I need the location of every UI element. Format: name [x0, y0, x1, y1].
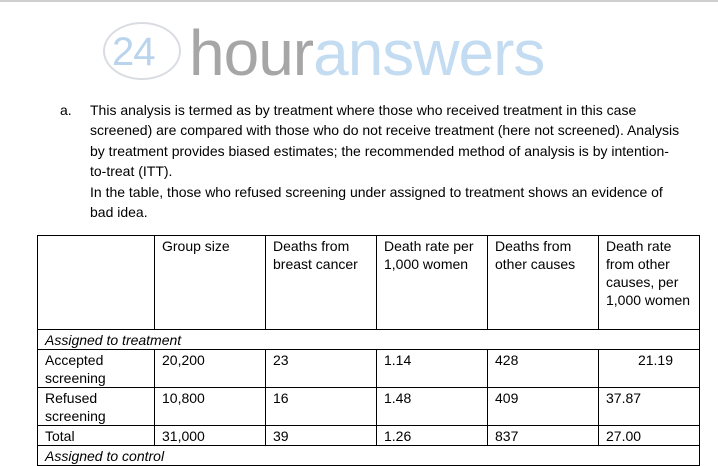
cell-deaths-other: 428 [488, 350, 599, 388]
cell-group-size: 10,800 [155, 388, 266, 426]
paragraph-text [90, 100, 710, 222]
cell-death-rate: 1.26 [377, 426, 488, 446]
header-deaths-breast-cancer: Deaths from breast cancer [266, 236, 377, 330]
cell-deaths-breast-cancer: 23 [266, 350, 377, 388]
header-deaths-other-causes: Deaths from other causes [488, 236, 599, 330]
table-row [38, 350, 700, 388]
page-top-border [0, 0, 718, 2]
cell-deaths-breast-cancer: 39 [266, 426, 377, 446]
header-death-rate: Death rate per 1,000 women [377, 236, 488, 330]
cell-death-rate-other: 21.19 [599, 350, 700, 388]
paragraph-line: In the table, those who refused screening under assigned to treatment shows an evidence of [90, 183, 663, 200]
header-death-rate-other: Death rate from other causes, per 1,000 women [599, 236, 700, 330]
logo-number: 24 [112, 30, 155, 74]
paragraph-line: by treatment provides biased estimates; the recommended method of analysis is by intention- [90, 142, 669, 159]
section-label: Assigned to treatment [38, 330, 700, 350]
logo-word-answers: answers [313, 17, 545, 89]
section-row [38, 330, 700, 350]
row-label: Accepted screening [38, 350, 155, 388]
cell-death-rate-other: 27.00 [599, 426, 700, 446]
cell-death-rate: 1.14 [377, 350, 488, 388]
table-row [38, 426, 700, 446]
header-cell-empty [38, 236, 155, 330]
cell-deaths-other: 409 [488, 388, 599, 426]
screening-results-table [37, 235, 700, 466]
row-label: Refused screening [38, 388, 155, 426]
table-header-row [38, 236, 700, 330]
logo-wordmark [189, 18, 544, 88]
paragraph-line: to-treat (ITT). [90, 163, 173, 180]
header-group-size: Group size [155, 236, 266, 330]
logo-word-hour: hour [189, 17, 314, 89]
cell-group-size: 20,200 [155, 350, 266, 388]
cell-death-rate: 1.48 [377, 388, 488, 426]
cell-deaths-other: 837 [488, 426, 599, 446]
cell-deaths-breast-cancer: 16 [266, 388, 377, 426]
list-marker: a. [60, 102, 72, 118]
row-label: Total [38, 426, 155, 446]
paragraph-line: bad idea. [90, 203, 148, 220]
paragraph-line: screened) are compared with those who do not receive treatment (here not screened). Analysis [90, 122, 680, 139]
cell-death-rate-other: 37.87 [599, 388, 700, 426]
table-row [38, 388, 700, 426]
paragraph-line: This analysis is termed as by treatment where those who received treatment in this case [90, 102, 637, 118]
cell-group-size: 31,000 [155, 426, 266, 446]
section-label: Assigned to control [38, 446, 700, 466]
